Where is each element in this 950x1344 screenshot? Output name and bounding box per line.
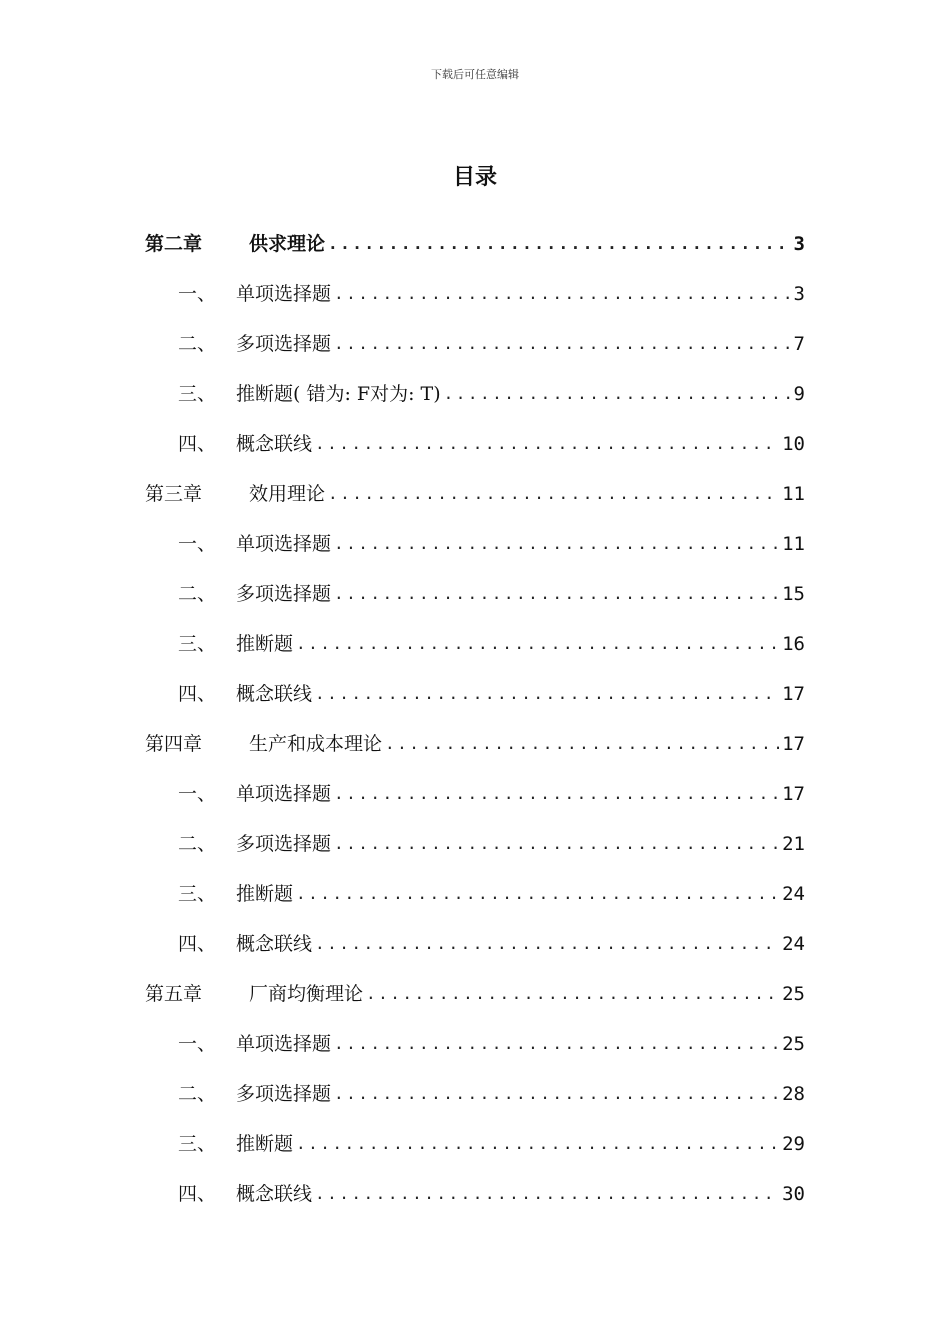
toc-dot-leader [315,683,779,705]
toc-section-entry[interactable] [145,405,805,455]
toc-section-entry[interactable] [145,755,805,805]
toc-section-entry[interactable] [145,1155,805,1205]
toc-entry-page: 3 [793,283,805,305]
toc-entry-page: 24 [782,933,805,955]
toc-dot-leader [328,233,791,255]
toc-chapter-entry[interactable] [145,205,805,255]
toc-entry-number: 一、 [178,783,217,805]
toc-entry-number: 四、 [178,933,217,955]
toc-entry-number: 三、 [178,383,217,405]
toc-entry-number: 二、 [178,333,217,355]
toc-entry-number: 二、 [178,1083,217,1105]
toc-entry-page: 30 [782,1183,805,1205]
toc-entry-number: 第五章 [145,983,203,1005]
toc-section-entry[interactable] [145,855,805,905]
toc-entry-title: 推断题 [236,1133,294,1155]
table-of-contents [145,205,805,1205]
toc-entry-number: 四、 [178,433,217,455]
toc-section-entry[interactable] [145,1055,805,1105]
toc-entry-page: 29 [782,1133,805,1155]
toc-entry-title: 厂商均衡理论 [249,983,364,1005]
toc-entry-number: 二、 [178,833,217,855]
toc-dot-leader [334,783,779,805]
toc-entry-title: 概念联线 [236,433,313,455]
toc-entry-title: 多项选择题 [236,1083,332,1105]
toc-entry-title: 多项选择题 [236,583,332,605]
toc-entry-page: 10 [782,433,805,455]
toc-section-entry[interactable] [145,655,805,705]
toc-section-entry[interactable] [145,555,805,605]
toc-entry-page: 25 [782,983,805,1005]
toc-dot-leader [296,1133,779,1155]
toc-dot-leader [296,633,779,655]
toc-chapter-entry[interactable] [145,705,805,755]
toc-entry-title: 供求理论 [249,233,326,255]
toc-entry-page: 17 [782,783,805,805]
toc-entry-page: 9 [793,383,805,405]
toc-entry-title: 多项选择题 [236,833,332,855]
toc-entry-page: 11 [782,483,805,505]
toc-entry-number: 第三章 [145,483,203,505]
toc-entry-number: 三、 [178,883,217,905]
toc-dot-leader [334,1033,779,1055]
toc-section-entry[interactable] [145,805,805,855]
toc-entry-number: 一、 [178,533,217,555]
toc-entry-title: 效用理论 [249,483,326,505]
toc-dot-leader [334,1083,779,1105]
toc-entry-page: 17 [782,683,805,705]
toc-entry-page: 15 [782,583,805,605]
toc-dot-leader [366,983,779,1005]
toc-dot-leader [385,733,779,755]
toc-dot-leader [334,283,791,305]
toc-entry-title: 多项选择题 [236,333,332,355]
toc-section-entry[interactable] [145,505,805,555]
toc-entry-page: 11 [782,533,805,555]
toc-entry-title: 单项选择题 [236,783,332,805]
toc-dot-leader [296,883,779,905]
toc-entry-number: 三、 [178,633,217,655]
toc-dot-leader [315,1183,779,1205]
toc-section-entry[interactable] [145,355,805,405]
toc-entry-page: 21 [782,833,805,855]
toc-dot-leader [334,583,779,605]
toc-entry-title: 单项选择题 [236,283,332,305]
toc-entry-number: 一、 [178,1033,217,1055]
toc-dot-leader [315,933,779,955]
toc-entry-title: 概念联线 [236,1183,313,1205]
toc-section-entry[interactable] [145,605,805,655]
toc-dot-leader [444,383,791,405]
toc-section-entry[interactable] [145,1005,805,1055]
toc-entry-title: 单项选择题 [236,1033,332,1055]
toc-chapter-entry[interactable] [145,955,805,1005]
toc-entry-number: 二、 [178,583,217,605]
toc-entry-page: 3 [793,233,805,255]
toc-entry-number: 第二章 [145,233,203,255]
toc-section-entry[interactable] [145,905,805,955]
toc-dot-leader [334,833,779,855]
toc-dot-leader [334,333,791,355]
toc-entry-title: 推断题( 错为: F对为: T) [236,383,441,405]
toc-entry-page: 24 [782,883,805,905]
toc-dot-leader [334,533,779,555]
toc-entry-page: 17 [782,733,805,755]
toc-entry-title: 单项选择题 [236,533,332,555]
toc-entry-page: 25 [782,1033,805,1055]
toc-entry-page: 7 [793,333,805,355]
toc-entry-page: 28 [782,1083,805,1105]
toc-section-entry[interactable] [145,1105,805,1155]
toc-title: 目录 [452,165,497,190]
toc-entry-number: 三、 [178,1133,217,1155]
toc-entry-number: 第四章 [145,733,203,755]
toc-dot-leader [328,483,779,505]
header-note: 下载后可任意编辑 [431,68,519,81]
toc-entry-number: 一、 [178,283,217,305]
toc-entry-title: 生产和成本理论 [249,733,383,755]
toc-entry-title: 推断题 [236,883,294,905]
toc-section-entry[interactable] [145,305,805,355]
toc-entry-title: 推断题 [236,633,294,655]
toc-chapter-entry[interactable] [145,455,805,505]
toc-entry-number: 四、 [178,683,217,705]
toc-dot-leader [315,433,779,455]
toc-section-entry[interactable] [145,255,805,305]
toc-entry-page: 16 [782,633,805,655]
toc-entry-title: 概念联线 [236,933,313,955]
toc-entry-number: 四、 [178,1183,217,1205]
toc-entry-title: 概念联线 [236,683,313,705]
